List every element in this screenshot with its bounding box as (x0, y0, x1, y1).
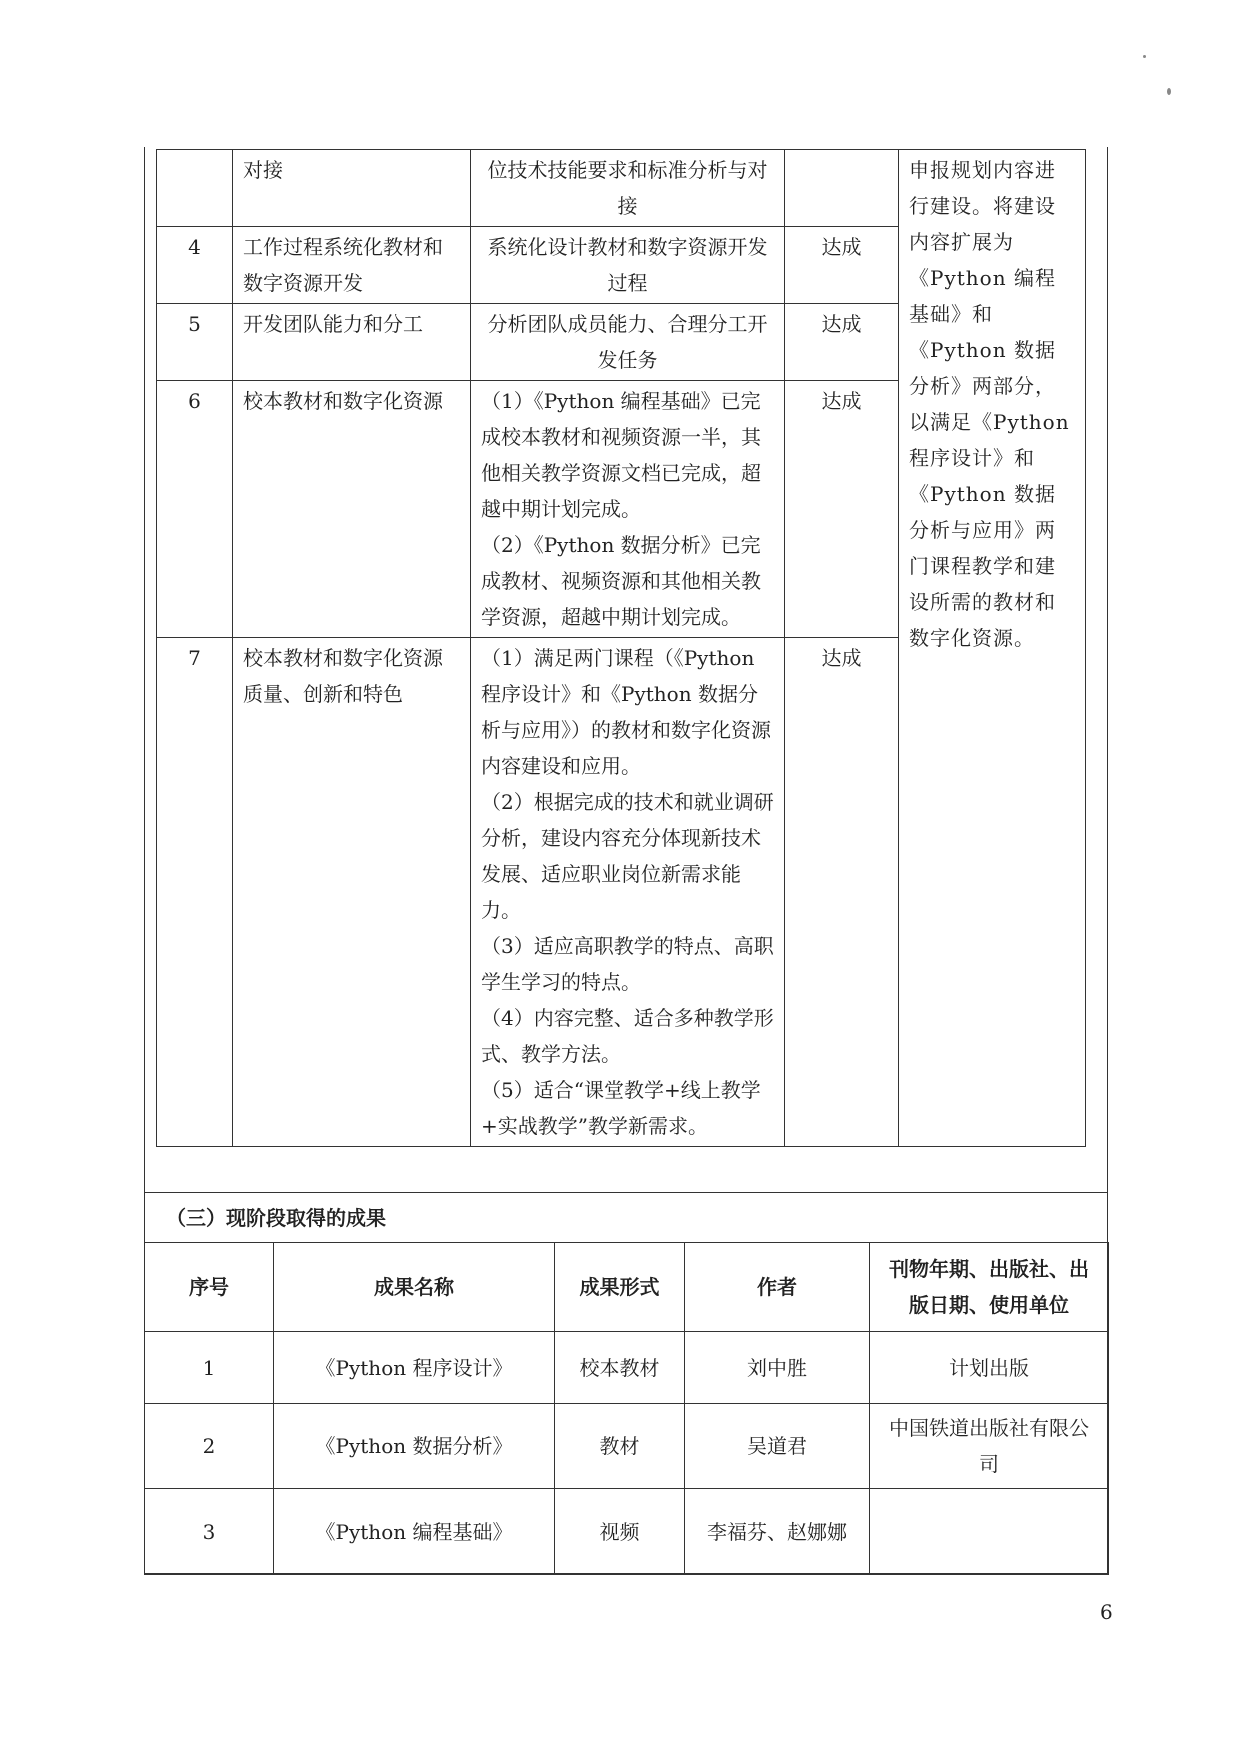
row-item: 校本教材和数字化资源 (233, 381, 471, 638)
cell-number: 1 (145, 1332, 274, 1404)
header-number: 序号 (145, 1243, 274, 1332)
cell-form: 视频 (555, 1489, 685, 1575)
cell-author: 吴道君 (685, 1404, 870, 1489)
header-name: 成果名称 (274, 1243, 555, 1332)
row-item: 校本教材和数字化资源质量、创新和特色 (233, 638, 471, 1147)
content-paragraph: （1）满足两门课程（《Python 程序设计》和《Python 数据分析与应用》）的教材和数字化资源内容建设和应用。 (481, 646, 771, 778)
cell-name: 《Python 程序设计》 (274, 1332, 555, 1404)
cell-form: 教材 (555, 1404, 685, 1489)
results-table (144, 1242, 1109, 1575)
content-paragraph: （2）《Python 数据分析》已完成教材、视频资源和其他相关教学资源，超越中期计划完成。 (481, 533, 761, 629)
cell-number: 3 (145, 1489, 274, 1575)
cell-name: 《Python 数据分析》 (274, 1404, 555, 1489)
row-number: 4 (157, 227, 233, 304)
row-item: 开发团队能力和分工 (233, 304, 471, 381)
scan-speck (1143, 55, 1146, 58)
row-content: 分析团队成员能力、合理分工开发任务 (471, 304, 785, 381)
row-content (471, 638, 785, 1147)
cell-publication: 中国铁道出版社有限公司 (870, 1404, 1109, 1489)
row-status (785, 150, 899, 227)
row-status: 达成 (785, 638, 899, 1147)
content-paragraph: （2）根据完成的技术和就业调研分析，建设内容充分体现新技术发展、适应职业岗位新需求能力。 (481, 790, 774, 922)
header-publication: 刊物年期、出版社、出版日期、使用单位 (870, 1243, 1109, 1332)
table-row (157, 150, 1086, 227)
cell-author: 刘中胜 (685, 1332, 870, 1404)
table-row (145, 1404, 1109, 1489)
row-status: 达成 (785, 304, 899, 381)
cell-form: 校本教材 (555, 1332, 685, 1404)
header-row (145, 1243, 1109, 1332)
cell-author: 李福芬、赵娜娜 (685, 1489, 870, 1575)
section-title: （三）现阶段取得的成果 (144, 1192, 1108, 1242)
cell-publication: 计划出版 (870, 1332, 1109, 1404)
header-form: 成果形式 (555, 1243, 685, 1332)
row-item: 对接 (233, 150, 471, 227)
row-number: 6 (157, 381, 233, 638)
row-status: 达成 (785, 381, 899, 638)
progress-table (156, 149, 1086, 1147)
cell-name: 《Python 编程基础》 (274, 1489, 555, 1575)
content-paragraph: （3）适应高职教学的特点、高职学生学习的特点。 (481, 934, 774, 994)
table-row (145, 1332, 1109, 1404)
cell-number: 2 (145, 1404, 274, 1489)
content-paragraph: （5）适合“课堂教学+线上教学+实战教学”教学新需求。 (481, 1078, 761, 1138)
header-author: 作者 (685, 1243, 870, 1332)
content-paragraph: （4）内容完整、适合多种教学形式、教学方法。 (481, 1006, 774, 1066)
row-content: 位技术技能要求和标准分析与对接 (471, 150, 785, 227)
cell-publication (870, 1489, 1109, 1575)
row-number: 5 (157, 304, 233, 381)
row-number (157, 150, 233, 227)
row-content: 系统化设计教材和数字资源开发过程 (471, 227, 785, 304)
remark-cell: 申报规划内容进行建设。将建设内容扩展为《Python 编程基础》和《Python 数据分析》两部分，以满足《Python 程序设计》和《Python 数据分析与应用》两门课程教学和建设所需的教材和数字化资源。 (899, 150, 1086, 1147)
table-row (145, 1489, 1109, 1575)
row-item: 工作过程系统化教材和数字资源开发 (233, 227, 471, 304)
row-status: 达成 (785, 227, 899, 304)
page-number: 6 (1100, 1600, 1113, 1624)
row-content (471, 381, 785, 638)
row-number: 7 (157, 638, 233, 1147)
scan-speck (1167, 88, 1171, 95)
content-paragraph: （1）《Python 编程基础》已完成校本教材和视频资源一半，其他相关教学资源文档已完成，超越中期计划完成。 (481, 389, 761, 521)
